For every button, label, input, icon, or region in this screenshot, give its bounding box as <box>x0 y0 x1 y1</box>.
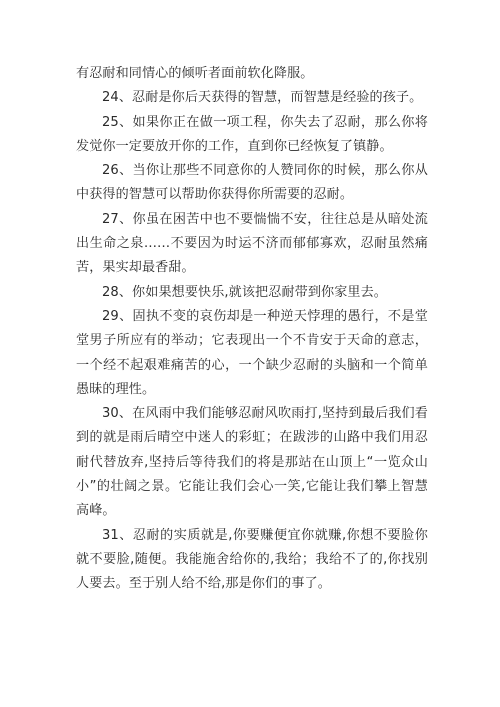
paragraph-continuation: 有忍耐和同情心的倾听者面前软化降服。 <box>76 66 314 81</box>
quote-paragraph-24: 24、忍耐是你后天获得的智慧，而智慧是经验的孩子。 <box>102 90 423 106</box>
quote-paragraph-27: 27、你虽在困苦中也不要惴惴不安，往往总是从暗处流出生命之泉……不要因为时运不济而郁郁寡欢，忍耐虽然痛苦，果实却最香甜。 <box>76 211 428 276</box>
quote-paragraph-25: 25、如果你正在做一项工程，你失去了忍耐，那么你将发觉你一定要放开你的工作，直到你已经恢复了镇静。 <box>76 114 428 154</box>
quote-paragraph-26: 26、当你让那些不同意你的人赞同你的时候，那么你从中获得的智慧可以帮助你获得你所需要的忍耐。 <box>76 163 428 203</box>
quote-paragraph-30: 30、在风雨中我们能够忍耐风吹雨打,坚持到最后我们看到的就是雨后晴空中迷人的彩虹；在跋涉的山路中我们用忍耐代替放弃,坚持后等待我们的将是那站在山顶上“一览众山小”的壮阔之景。它能让我们会心一笑,它能让我们攀上智慧高峰。 <box>76 406 428 519</box>
quote-paragraph-29: 29、固执不变的哀伤却是一种逆天悖理的愚行，不是堂堂男子所应有的举动；它表现出一个不肯安于天命的意志，一个经不起艰难痛苦的心，一个缺少忍耐的头脑和一个简单愚昧的理性。 <box>76 308 428 397</box>
document-body <box>76 62 428 597</box>
quote-paragraph-28: 28、你如果想要快乐,就该把忍耐带到你家里去。 <box>102 284 387 300</box>
quote-paragraph-31: 31、忍耐的实质就是,你要赚便宜你就赚,你想不要脸你就不要脸,随便。我能施舍给你的,我给；我给不了的,你找别人要去。至于别人给不给,那是你们的事了。 <box>76 527 428 592</box>
